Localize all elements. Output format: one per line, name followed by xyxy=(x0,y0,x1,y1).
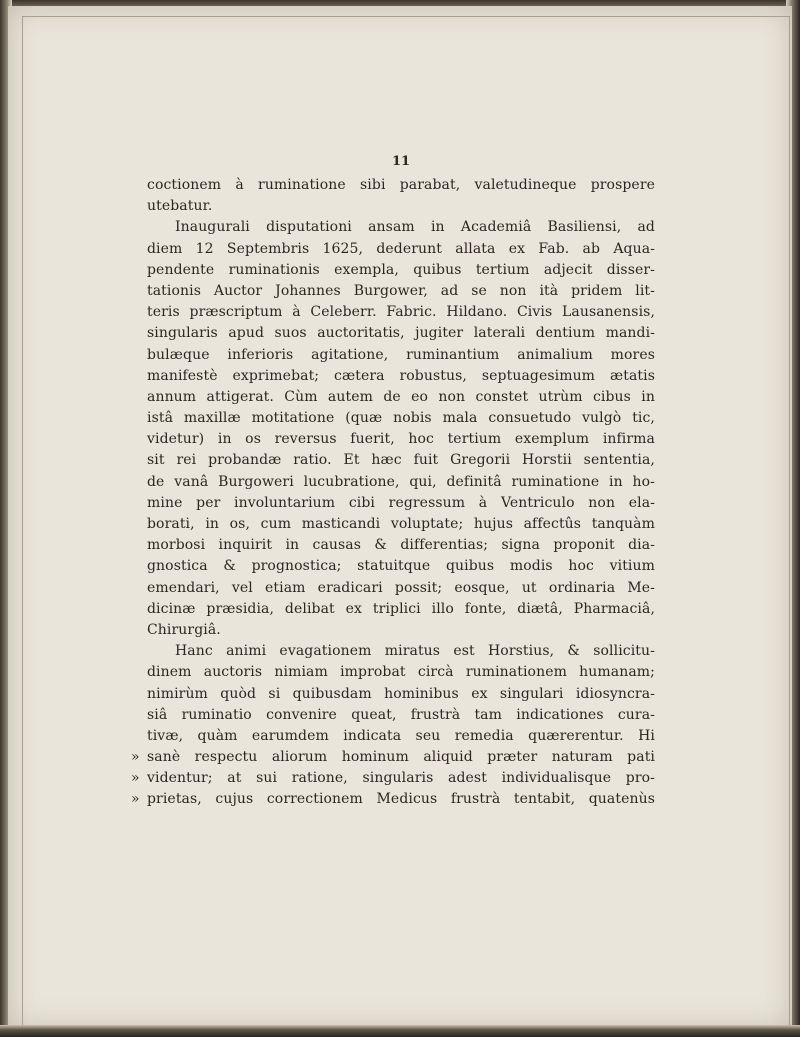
line-text: utebatur. xyxy=(147,198,213,215)
scan-bottom-border xyxy=(0,1025,800,1037)
line-text: dinem auctoris nimiam improbat circà ruminationem humanam; xyxy=(147,664,655,681)
text-line xyxy=(147,472,655,493)
text-line xyxy=(147,429,655,450)
line-text: nimirùm quòd si quibusdam hominibus ex singulari idiosyncra- xyxy=(147,685,655,702)
text-line xyxy=(147,578,655,599)
line-text: coctionem à ruminatione sibi parabat, valetudineque prospere xyxy=(147,177,655,193)
line-text: emendari, vel etiam eradicari possit; eosque, ut ordinaria Me- xyxy=(147,579,655,596)
text-line xyxy=(147,450,655,471)
text-line xyxy=(147,684,655,705)
text-line xyxy=(147,641,655,662)
text-line xyxy=(147,260,655,281)
line-text: Hanc animi evagationem miratus est Horstius, & sollicitu- xyxy=(175,643,655,660)
text-line xyxy=(147,705,655,726)
line-text: Inaugurali disputationi ansam in Academiâ Basiliensi, ad xyxy=(175,219,655,236)
text-line xyxy=(147,535,655,556)
text-line xyxy=(147,662,655,683)
text-line xyxy=(147,302,655,323)
text-line xyxy=(147,196,655,217)
text-line xyxy=(147,789,655,810)
text-line xyxy=(147,281,655,302)
text-line xyxy=(147,514,655,535)
line-text: de vanâ Burgoweri lucubratione, qui, definitâ ruminatione in ho- xyxy=(147,473,655,490)
text-line xyxy=(147,387,655,408)
line-text: gnostica & prognostica; statuitque quibus modis hoc vitium xyxy=(147,558,655,575)
text-line xyxy=(147,726,655,747)
text-line xyxy=(147,239,655,260)
line-text: Chirurgiâ. xyxy=(147,621,221,638)
page-text-block xyxy=(147,154,655,811)
line-text: teris præscriptum à Celeberr. Fabric. Hildano. Civis Lausanensis, xyxy=(147,304,655,321)
line-text: videtur) in os reversus fuerit, hoc tertium exemplum infirma xyxy=(147,431,655,448)
line-text: diem 12 Septembris 1625, dederunt allata ex Fab. ab Aqua- xyxy=(147,240,655,257)
line-text: prietas, cujus correctionem Medicus frustrà tentabit, quatenùs xyxy=(147,791,655,808)
text-lines xyxy=(147,175,655,811)
line-text: morbosi inquirit in causas & differentias; signa proponit dia- xyxy=(147,537,655,554)
line-text: sit rei probandæ ratio. Et hæc fuit Gregorii Horstii sententia, xyxy=(147,452,655,469)
text-line xyxy=(147,493,655,514)
text-line xyxy=(147,175,655,196)
line-text: manifestè exprimebat; cætera robustus, septuagesimum ætatis xyxy=(147,367,655,384)
line-text: videntur; at sui ratione, singularis adest individualisque pro- xyxy=(147,770,655,787)
text-line xyxy=(147,556,655,577)
text-line xyxy=(147,620,655,641)
line-text: bulæque inferioris agitatione, ruminantium animalium mores xyxy=(147,346,655,363)
line-text: annum attigerat. Cùm autem de eo non constet utrùm cibus in xyxy=(147,388,655,405)
line-text: siâ ruminatio convenire queat, frustrà tam indicationes cura- xyxy=(147,706,655,723)
line-text: istâ maxillæ motitatione (quæ nobis mala consuetudo vulgò tic, xyxy=(147,410,655,427)
line-text: pendente ruminationis exempla, quibus tertium adjecit disser- xyxy=(147,261,655,278)
line-text: tivæ, quàm earumdem indicata seu remedia quærerentur. Hi xyxy=(147,727,655,744)
line-text: dicinæ præsidia, delibat ex triplici illo fonte, diætâ, Pharmaciâ, xyxy=(147,600,655,617)
page-number: 11 xyxy=(391,154,411,169)
text-line xyxy=(147,408,655,429)
line-text: tationis Auctor Johannes Burgower, ad se non ità pridem lit- xyxy=(147,282,655,299)
text-line xyxy=(147,366,655,387)
text-line xyxy=(147,323,655,344)
line-text: mine per involuntarium cibi regressum à Ventriculo non ela- xyxy=(147,494,655,511)
text-line xyxy=(147,345,655,366)
text-line xyxy=(147,768,655,789)
line-text: borati, in os, cum masticandi voluptate; hujus affectûs tanquàm xyxy=(147,516,655,532)
line-text: singularis apud suos auctoritatis, jugiter laterali dentium mandi- xyxy=(147,325,655,342)
line-text: sanè respectu aliorum hominum aliquid præter naturam pati xyxy=(147,749,655,766)
text-line xyxy=(147,599,655,620)
text-line xyxy=(147,747,655,768)
text-line xyxy=(147,217,655,238)
